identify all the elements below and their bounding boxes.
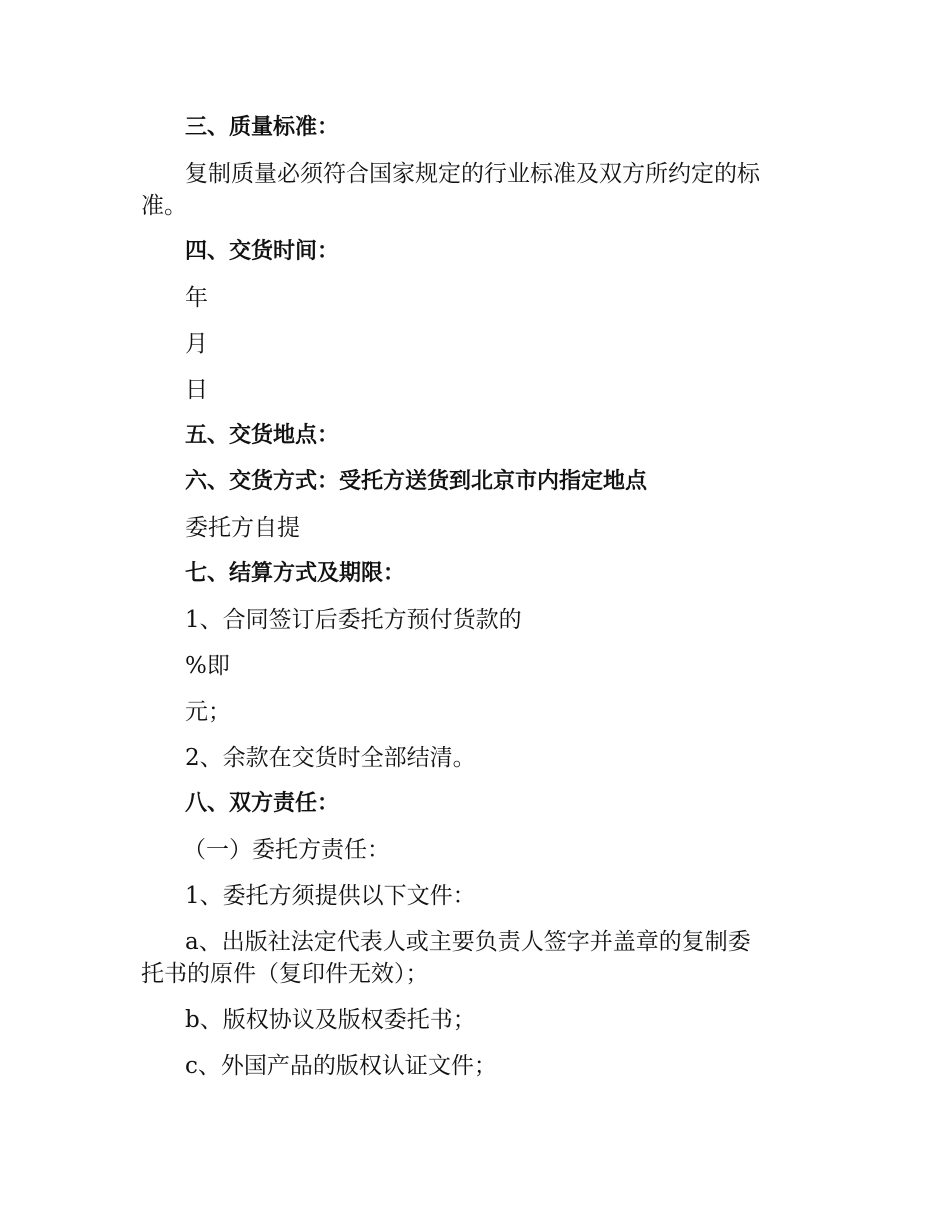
section-6-heading: 六、交货方式：受托方送货到北京市内指定地点: [185, 469, 648, 494]
section-4-heading: 四、交货时间：: [185, 239, 340, 264]
section-8-heading: 八、双方责任：: [185, 791, 340, 816]
section-7-yuan: 元；: [185, 699, 231, 725]
section-7-percent: %即: [185, 653, 230, 679]
section-3-text-line-2: 准。: [141, 193, 187, 219]
section-8-item-1: 1、委托方须提供以下文件：: [185, 883, 476, 909]
section-3-text-line-1: 复制质量必须符合国家规定的行业标准及双方所约定的标: [185, 161, 760, 187]
section-8-item-a-line-1: a、出版社法定代表人或主要负责人签字并盖章的复制委: [185, 929, 751, 955]
section-7-heading: 七、结算方式及期限：: [185, 561, 406, 586]
section-7-item-1: 1、合同签订后委托方预付货款的: [185, 607, 522, 633]
section-5-heading: 五、交货地点：: [185, 423, 340, 448]
section-8-item-a-line-2: 托书的原件（复印件无效）；: [141, 961, 429, 987]
section-7-item-2: 2、余款在交货时全部结清。: [185, 745, 476, 771]
section-6-option: 委托方自提: [185, 515, 300, 541]
section-8-subheading-1: （一）委托方责任：: [183, 837, 390, 863]
delivery-year: 年: [185, 285, 208, 311]
delivery-day: 日: [185, 377, 208, 403]
section-3-heading: 三、质量标准：: [185, 115, 340, 140]
section-8-item-c: c、外国产品的版权认证文件；: [185, 1053, 497, 1079]
section-8-item-b: b、版权协议及版权委托书；: [185, 1007, 476, 1033]
delivery-month: 月: [185, 331, 208, 357]
